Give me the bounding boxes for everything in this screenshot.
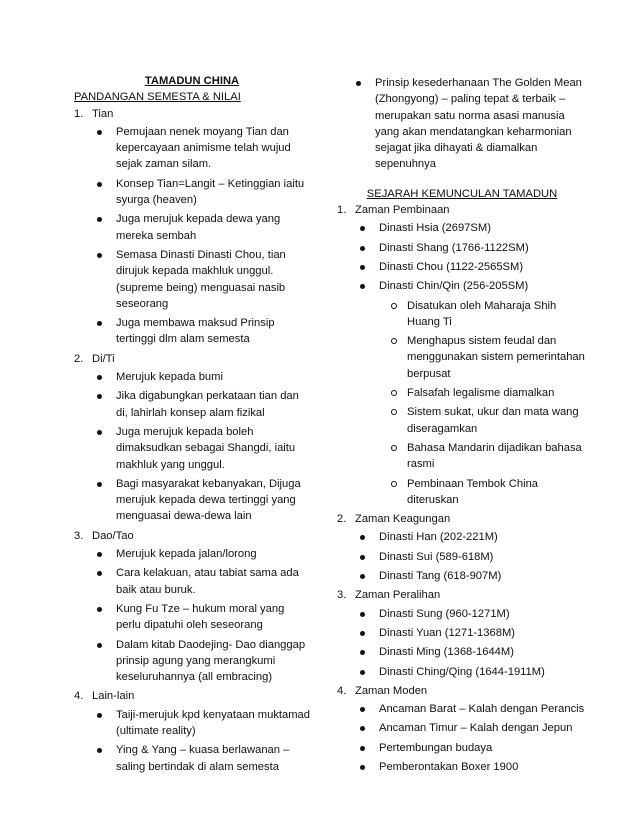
- sub-list-item: Falsafah legalisme diamalkan: [389, 385, 587, 401]
- list-item: Cara kelakuan, atau tabiat sama ada baik atau buruk.: [92, 565, 310, 598]
- section-label: Zaman Moden: [355, 684, 428, 697]
- list-item: Taiji-merujuk kpd kenyataan muktamad (ultimate reality): [92, 707, 310, 740]
- sub-list-item: Sistem sukat, ukur dan mata wang diseragamkan: [389, 404, 587, 437]
- sub-list-item: Disatukan oleh Maharaja Shih Huang Ti: [389, 298, 587, 331]
- list-item: Dinasti Shang (1766-1122SM): [355, 240, 587, 256]
- section-label: Lain-lain: [92, 690, 135, 703]
- sejarah-list: [337, 202, 587, 775]
- list-item: Dinasti Han (202-221M): [355, 529, 587, 545]
- list-item: Dinasti Sui (589-618M): [355, 549, 587, 565]
- moden-bullets: [355, 701, 587, 775]
- list-item: Ying & Yang – kuasa berlawanan – saling bertindak di alam semesta: [92, 742, 310, 775]
- section-number: 1.: [74, 107, 84, 120]
- section-number: 2.: [74, 352, 84, 365]
- pembinaan-bullets: [355, 220, 587, 294]
- section-label: Tian: [92, 107, 114, 120]
- list-item: Jika digabungkan perkataan tian dan di, lahirlah konsep alam fizikal: [92, 388, 310, 421]
- section-lain-lain: [74, 688, 310, 774]
- list-item: Dinasti Chin/Qin (256-205SM): [355, 278, 587, 294]
- section-label: Zaman Keagungan: [355, 513, 451, 526]
- section-label: Dao/Tao: [92, 529, 134, 542]
- list-item: Ancaman Timur – Kalah dengan Jepun: [355, 720, 587, 736]
- list-item: Dalam kitab Daodejing- Dao dianggap prinsip agung yang merangkumi keseluruhannya (all embracing): [92, 637, 310, 686]
- list-item: Dinasti Ming (1368-1644M): [355, 644, 587, 660]
- list-item: Juga membawa maksud Prinsip tertinggi dlm alam semesta: [92, 315, 310, 348]
- list-item: Pemujaan nenek moyang Tian dan kepercayaan animisme telah wujud sejak zaman silam.: [92, 124, 310, 173]
- list-item: Dinasti Sung (960-1271M): [355, 606, 587, 622]
- list-item: Prinsip kesederhanaan The Golden Mean (Zhongyong) – paling tepat & terbaik – merupakan satu norma asasi manusia yang akan mendatangkan keharmonian sejagat jika dihayati & diamalkan sepenuhnya: [351, 75, 587, 173]
- section-number: 4.: [74, 690, 84, 703]
- section-tian: [74, 106, 310, 348]
- list-item: Dinasti Ching/Qing (1644-1911M): [355, 664, 587, 680]
- list-item: Pemberontakan Boxer 1900: [355, 759, 587, 775]
- list-item: Dinasti Yuan (1271-1368M): [355, 625, 587, 641]
- di-ti-bullets: [92, 369, 310, 525]
- pandangan-list: [74, 106, 310, 775]
- list-item: Juga merujuk kepada dewa yang mereka sembah: [92, 211, 310, 244]
- section-zaman-pembinaan: [337, 202, 587, 508]
- sub-list-item: Pembinaan Tembok China diteruskan: [389, 476, 587, 509]
- list-item: Merujuk kepada jalan/lorong: [92, 546, 310, 562]
- heading-sejarah-kemunculan: SEJARAH KEMUNCULAN TAMADUN: [366, 187, 558, 200]
- tian-bullets: [92, 124, 310, 348]
- section-zaman-keagungan: [337, 511, 587, 584]
- list-item: Bagi masyarakat kebanyakan, Dijuga merujuk kepada dewa tertinggi yang menguasai dewa-dewa lain: [92, 476, 310, 525]
- chin-qin-sub-bullets: [355, 298, 587, 509]
- section-number: 3.: [74, 529, 84, 542]
- list-item: Ancaman Barat – Kalah dengan Perancis: [355, 701, 587, 717]
- peralihan-bullets: [355, 606, 587, 680]
- continued-bullets: [337, 75, 587, 173]
- list-item: Dinasti Chou (1122-2565SM): [355, 259, 587, 275]
- section-di-ti: [74, 351, 310, 525]
- lain-lain-bullets: [92, 707, 310, 775]
- list-item: Juga merujuk kepada boleh dimaksudkan sebagai Shangdi, iaitu makhluk yang unggul.: [92, 424, 310, 473]
- section-label: Di/Ti: [92, 352, 115, 365]
- section-zaman-peralihan: [337, 587, 587, 679]
- sub-list-item: Bahasa Mandarin dijadikan bahasa rasmi: [389, 440, 587, 473]
- section-number: 3.: [337, 589, 347, 602]
- list-item: Konsep Tian=Langit – Ketinggian iaitu syurga (heaven): [92, 176, 310, 209]
- keagungan-bullets: [355, 529, 587, 584]
- section-label: Zaman Peralihan: [355, 589, 441, 602]
- list-item: Kung Fu Tze – hukum moral yang perlu dipatuhi oleh seseorang: [92, 601, 310, 634]
- heading-pandangan-semesta: PANDANGAN SEMESTA & NILAI: [74, 91, 241, 104]
- section-zaman-moden: [337, 683, 587, 775]
- dao-tao-bullets: [92, 546, 310, 685]
- list-item: Dinasti Tang (618-907M): [355, 568, 587, 584]
- list-item: Semasa Dinasti Dinasti Chou, tian dirujuk kepada makhluk unggul. (supreme being) menguasai nasib seseorang: [92, 247, 310, 312]
- section-dao-tao: [74, 528, 310, 686]
- list-item: Merujuk kepada bumi: [92, 369, 310, 385]
- document-title: TAMADUN CHINA: [144, 75, 240, 87]
- right-column: [337, 73, 587, 778]
- sub-list-item: Menghapus sistem feudal dan menggunakan sistem pemerintahan berpusat: [389, 333, 587, 382]
- section-label: Zaman Pembinaan: [355, 204, 450, 217]
- section-number: 1.: [337, 204, 347, 217]
- list-item: Dinasti Hsia (2697SM): [355, 220, 587, 236]
- left-column: [74, 73, 310, 778]
- section-number: 4.: [337, 684, 347, 697]
- list-item: Pertembungan budaya: [355, 740, 587, 756]
- section-number: 2.: [337, 513, 347, 526]
